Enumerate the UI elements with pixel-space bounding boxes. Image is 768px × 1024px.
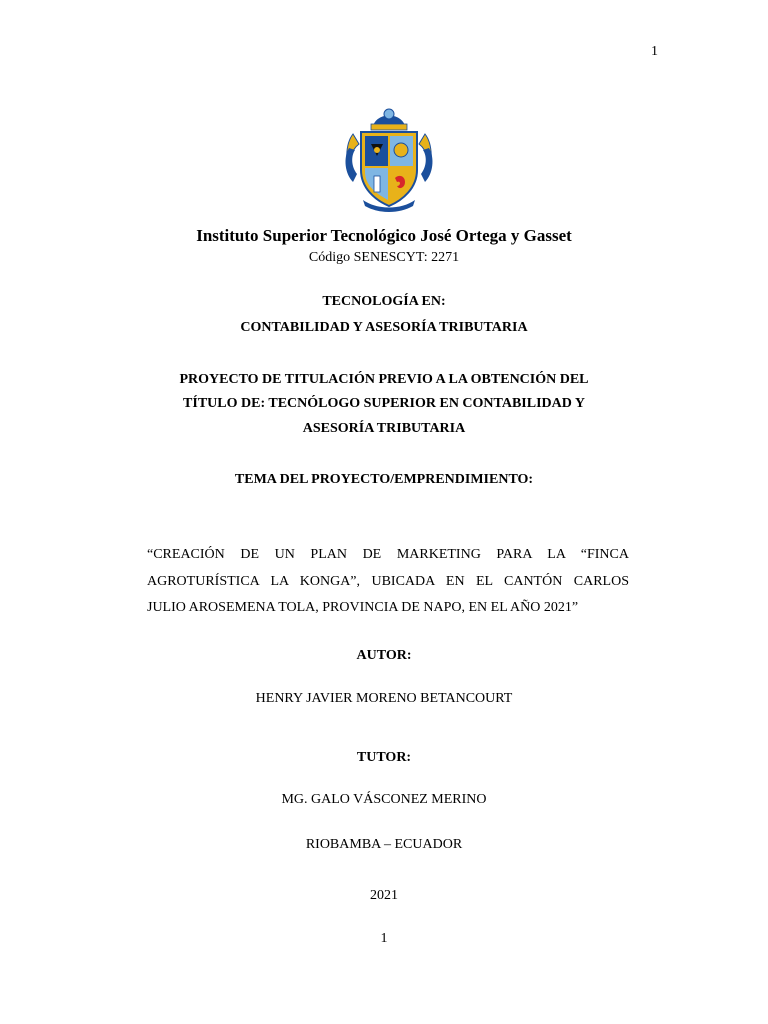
project-title-line-2: TÍTULO DE: TECNÓLOGO SUPERIOR EN CONTABILIDAD Y — [183, 396, 585, 411]
place: RIOBAMBA – ECUADOR — [305, 837, 463, 852]
institution-name: Instituto Superior Tecnológico José Ortega y Gasset — [196, 226, 572, 245]
author-heading: AUTOR: — [356, 648, 412, 663]
topic-line-3: JULIO AROSEMENA TOLA, PROVINCIA DE NAPO, EN EL AÑO 2021” — [147, 600, 579, 615]
topic-text — [147, 542, 629, 622]
topic-line-2: AGROTURÍSTICA LA KONGA”, UBICADA EN EL CANTÓN CARLOS — [147, 573, 629, 589]
tutor-heading: TUTOR: — [356, 750, 412, 765]
project-title-line-3: ASESORÍA TRIBUTARIA — [302, 421, 466, 436]
program-name: CONTABILIDAD Y ASESORÍA TRIBUTARIA — [240, 320, 528, 335]
year: 2021 — [370, 888, 398, 903]
page-number-top: 1 — [651, 44, 658, 59]
institution-crest-icon — [343, 104, 435, 212]
topic-line-1: “CREACIÓN DE UN PLAN DE MARKETING PARA LA “FINCA — [147, 547, 629, 562]
author-name: HENRY JAVIER MORENO BETANCOURT — [255, 691, 513, 706]
topic-heading: TEMA DEL PROYECTO/EMPRENDIMIENTO: — [234, 472, 534, 487]
page-number-bottom: 1 — [380, 931, 388, 946]
tutor-name: MG. GALO VÁSCONEZ MERINO — [281, 792, 487, 807]
program-heading: TECNOLOGÍA EN: — [322, 294, 446, 309]
project-title-line-1: PROYECTO DE TITULACIÓN PREVIO A LA OBTENCIÓN DEL — [179, 372, 589, 387]
institution-code: Código SENESCYT: 2271 — [308, 250, 460, 265]
